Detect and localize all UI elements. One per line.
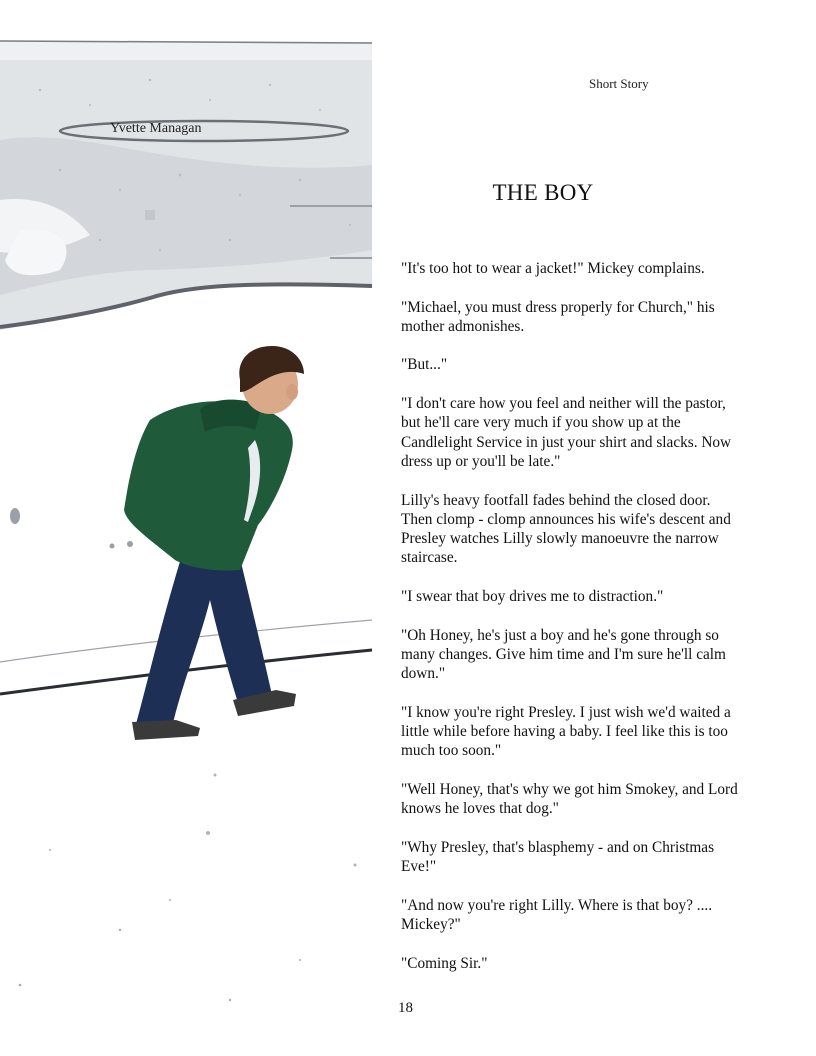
paragraph: "It's too hot to wear a jacket!" Mickey complains.: [401, 260, 705, 277]
paragraph: "Coming Sir.": [401, 954, 488, 972]
paragraph: "I swear that boy drives me to distraction.": [401, 588, 664, 606]
paragraph: "And now you're right Lilly. Where is that boy? .... Mickey?": [401, 896, 713, 934]
story-title: THE BOY: [492, 180, 594, 205]
paragraph: "Well Honey, that's why we got him Smokey, and Lord knows he loves that dog.": [401, 781, 738, 818]
boy-in-snow-photo: [0, 0, 380, 1056]
section-label: Short Story: [589, 76, 649, 91]
snow-specks: [19, 849, 301, 1001]
paragraph: "Oh Honey, he's just a boy and he's gone through so many changes. Give him time and I'm sure he'll calm down.": [401, 626, 726, 683]
paragraph: "Michael, you must dress properly for Church," his mother admonishes.: [401, 298, 715, 335]
snow-field: [0, 40, 372, 330]
paragraph: "Why Presley, that's blasphemy - and on Christmas Eve!": [401, 838, 715, 876]
paragraph: Lilly's heavy footfall fades behind the closed door. Then clomp - clomp announces his wife's descent and Presley watches Lilly slowly manoeuvre the narrow staircase.: [401, 491, 731, 567]
paragraph: "I don't care how you feel and neither will the pastor, but he'll care very much if you show up at the Candlelight Service in just your shirt and slacks. Now dress up or you'll be late.": [401, 395, 732, 470]
story-body: [401, 259, 741, 992]
page-number: 18: [398, 1000, 413, 1016]
walking-boy: [124, 346, 304, 740]
paragraph: "I know you're right Presley. I just wish we'd waited a little while before having a baby. I feel like this is too much too soon.": [401, 703, 731, 760]
paragraph: "But...": [401, 356, 448, 374]
author-name: Yvette Managan: [110, 121, 202, 136]
